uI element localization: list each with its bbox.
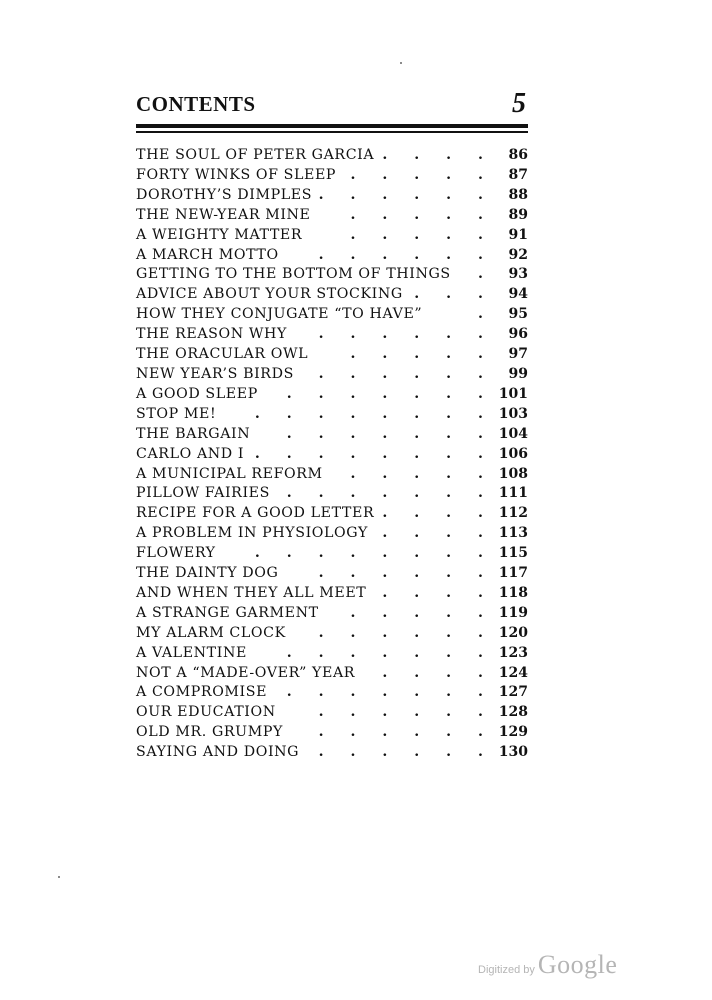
toc-entry-title: MY ALARM CLOCK xyxy=(136,624,286,641)
toc-entry-page-number: 112 xyxy=(498,505,528,522)
toc-entry-page-number: 103 xyxy=(498,405,528,422)
toc-entry-title: A GOOD SLEEP xyxy=(136,385,258,402)
toc-dot-leader: . . . . . . xyxy=(318,744,494,761)
toc-entry xyxy=(136,484,528,504)
toc-entry-title: DOROTHY’S DIMPLES xyxy=(136,186,313,203)
toc-dot-leader: . . . . . . xyxy=(318,246,494,263)
toc-dot-leader: . . . . xyxy=(382,505,494,522)
toc-dot-leader: . . . . . xyxy=(350,226,494,243)
toc-entry xyxy=(136,425,528,445)
toc-entry xyxy=(136,405,528,425)
toc-dot-leader: . . . . . . . . xyxy=(254,545,494,562)
toc-entry-title: FLOWERY xyxy=(136,545,216,562)
toc-entry-title: OUR EDUCATION xyxy=(136,704,276,721)
scan-speck xyxy=(400,62,402,64)
toc-dot-leader: . . . . . . . xyxy=(286,485,494,502)
toc-dot-leader: . . . . xyxy=(382,664,494,681)
toc-entry xyxy=(136,584,528,604)
toc-entry xyxy=(136,544,528,564)
toc-entry xyxy=(136,226,528,246)
toc-entry xyxy=(136,703,528,723)
toc-dot-leader: . . . . . xyxy=(350,465,494,482)
toc-entry-title: NEW YEAR’S BIRDS xyxy=(136,365,294,382)
toc-entry xyxy=(136,723,528,743)
toc-entry xyxy=(136,564,528,584)
toc-entry-page-number: 108 xyxy=(498,465,528,482)
toc-dot-leader: . . . . xyxy=(382,147,494,163)
toc-entry-page-number: 95 xyxy=(508,306,528,323)
toc-entry xyxy=(136,624,528,644)
toc-dot-leader: . . . . . xyxy=(350,166,494,183)
toc-entry-title: THE DAINTY DOG xyxy=(136,565,279,582)
toc-dot-leader: . . . . . . . xyxy=(286,684,494,701)
toc-entry-page-number: 120 xyxy=(498,624,528,641)
toc-entry-title: NOT A “MADE-OVER” YEAR xyxy=(136,664,356,681)
toc-entry xyxy=(136,465,528,485)
toc-entry-page-number: 128 xyxy=(498,704,528,721)
toc-entry-page-number: 89 xyxy=(508,206,528,223)
toc-dot-leader: . . . . . xyxy=(350,604,494,621)
toc-entry-page-number: 130 xyxy=(498,744,528,761)
toc-entry-page-number: 113 xyxy=(498,525,528,542)
toc-entry-title: A PROBLEM IN PHYSIOLOGY xyxy=(136,525,368,542)
toc-entry xyxy=(136,604,528,624)
toc-entry xyxy=(136,365,528,385)
toc-entry-page-number: 94 xyxy=(508,286,528,303)
toc-entry xyxy=(136,683,528,703)
toc-entry xyxy=(136,345,528,365)
toc-entry-page-number: 119 xyxy=(498,604,528,621)
toc-dot-leader: . . . . . . xyxy=(318,624,494,641)
toc-entry-title: STOP ME! xyxy=(136,405,217,422)
toc-entry-page-number: 96 xyxy=(508,326,528,343)
toc-entry-title: THE NEW-YEAR MINE xyxy=(136,206,311,223)
toc-dot-leader: . . . . . . . xyxy=(286,425,494,442)
header-rule-thin xyxy=(136,131,528,133)
toc-dot-leader: . . . . . . xyxy=(318,365,494,382)
toc-entry-title: ADVICE ABOUT YOUR STOCKING xyxy=(136,286,403,303)
toc-entry xyxy=(136,445,528,465)
toc-entry-page-number: 97 xyxy=(508,346,528,363)
toc-entry xyxy=(136,524,528,544)
toc-dot-leader: . xyxy=(478,306,494,323)
toc-entry xyxy=(136,186,528,206)
toc-entry-page-number: 115 xyxy=(498,545,528,562)
toc-entry xyxy=(136,385,528,405)
toc-dot-leader: . . . . . . . . xyxy=(254,405,494,422)
toc-entry-title: SAYING AND DOING xyxy=(136,744,300,761)
toc-entry-title: THE SOUL OF PETER GARCIA xyxy=(136,147,375,163)
header-rule-thick xyxy=(136,124,528,128)
toc-entry-title: THE ORACULAR OWL xyxy=(136,346,309,363)
toc-entry-page-number: 99 xyxy=(508,365,528,382)
toc-entry-page-number: 101 xyxy=(498,385,528,402)
toc-entry-title: A VALENTINE xyxy=(136,644,247,661)
toc-entry xyxy=(136,146,528,166)
toc-entry-title: A WEIGHTY MATTER xyxy=(136,226,303,243)
toc-entry xyxy=(136,206,528,226)
toc-entry-title: A MUNICIPAL REFORM xyxy=(136,465,323,482)
toc-dot-leader: . . . . . . . xyxy=(286,644,494,661)
toc-entry-title: GETTING TO THE BOTTOM OF THINGS xyxy=(136,266,451,283)
toc-entry-title: HOW THEY CONJUGATE “TO HAVE” xyxy=(136,306,423,323)
toc-dot-leader: . . . . . xyxy=(350,346,494,363)
toc-entry xyxy=(136,305,528,325)
toc-entry-title: A COMPROMISE xyxy=(136,684,268,701)
toc-entry-title: THE BARGAIN xyxy=(136,425,251,442)
toc-entry xyxy=(136,246,528,266)
toc-entry xyxy=(136,743,528,763)
toc-entry-title: RECIPE FOR A GOOD LETTER xyxy=(136,505,375,522)
digitization-watermark xyxy=(478,950,617,980)
toc-dot-leader: . . . . . xyxy=(350,206,494,223)
toc-entry-title: FORTY WINKS OF SLEEP xyxy=(136,166,337,183)
toc-dot-leader: . . . . . . xyxy=(318,326,494,343)
toc-entry-page-number: 117 xyxy=(498,565,528,582)
toc-entry-page-number: 118 xyxy=(498,584,528,601)
toc-entry-page-number: 129 xyxy=(498,724,528,741)
toc-dot-leader: . . . . . . xyxy=(318,704,494,721)
toc-entry-page-number: 111 xyxy=(498,485,528,502)
toc-dot-leader: . xyxy=(478,266,494,283)
toc-entry-title: OLD MR. GRUMPY xyxy=(136,724,283,741)
toc-entry xyxy=(136,265,528,285)
watermark-prefix: Digitized by xyxy=(478,964,535,976)
scan-speck xyxy=(58,876,60,878)
toc-dot-leader: . . . . . . . xyxy=(286,385,494,402)
toc-entry xyxy=(136,325,528,345)
toc-entry xyxy=(136,285,528,305)
toc-entry-title: AND WHEN THEY ALL MEET xyxy=(136,584,367,601)
toc-entry-page-number: 106 xyxy=(498,445,528,462)
toc-entry-title: A MARCH MOTTO xyxy=(136,246,279,263)
toc-dot-leader: . . . . . . . . xyxy=(254,445,494,462)
toc-dot-leader: . . . xyxy=(414,286,494,303)
toc-entry-page-number: 93 xyxy=(508,266,528,283)
toc-dot-leader: . . . . xyxy=(382,525,494,542)
toc-entry-title: PILLOW FAIRIES xyxy=(136,485,270,502)
toc-dot-leader: . . . . . . xyxy=(318,724,494,741)
toc-entry xyxy=(136,644,528,664)
page-number: 5 xyxy=(512,88,526,119)
toc-entry-page-number: 124 xyxy=(498,664,528,681)
toc-entry-page-number: 91 xyxy=(508,226,528,243)
toc-entry-page-number: 104 xyxy=(498,425,528,442)
toc-entry-page-number: 86 xyxy=(508,147,528,163)
watermark-logo: Google xyxy=(537,950,618,979)
toc-entry-title: A STRANGE GARMENT xyxy=(136,604,319,621)
page-header xyxy=(136,88,528,122)
toc-entry-page-number: 87 xyxy=(508,166,528,183)
toc-entry-title: THE REASON WHY xyxy=(136,326,287,343)
toc-entry xyxy=(136,664,528,684)
contents-list xyxy=(136,146,528,763)
toc-entry-page-number: 123 xyxy=(498,644,528,661)
toc-entry-page-number: 127 xyxy=(498,684,528,701)
toc-entry-page-number: 88 xyxy=(508,186,528,203)
toc-dot-leader: . . . . . . xyxy=(318,186,494,203)
toc-dot-leader: . . . . xyxy=(382,584,494,601)
page-title: CONTENTS xyxy=(136,92,256,116)
toc-entry-page-number: 92 xyxy=(508,246,528,263)
toc-entry-title: CARLO AND I xyxy=(136,445,245,462)
toc-entry xyxy=(136,166,528,186)
toc-entry xyxy=(136,504,528,524)
toc-dot-leader: . . . . . . xyxy=(318,565,494,582)
